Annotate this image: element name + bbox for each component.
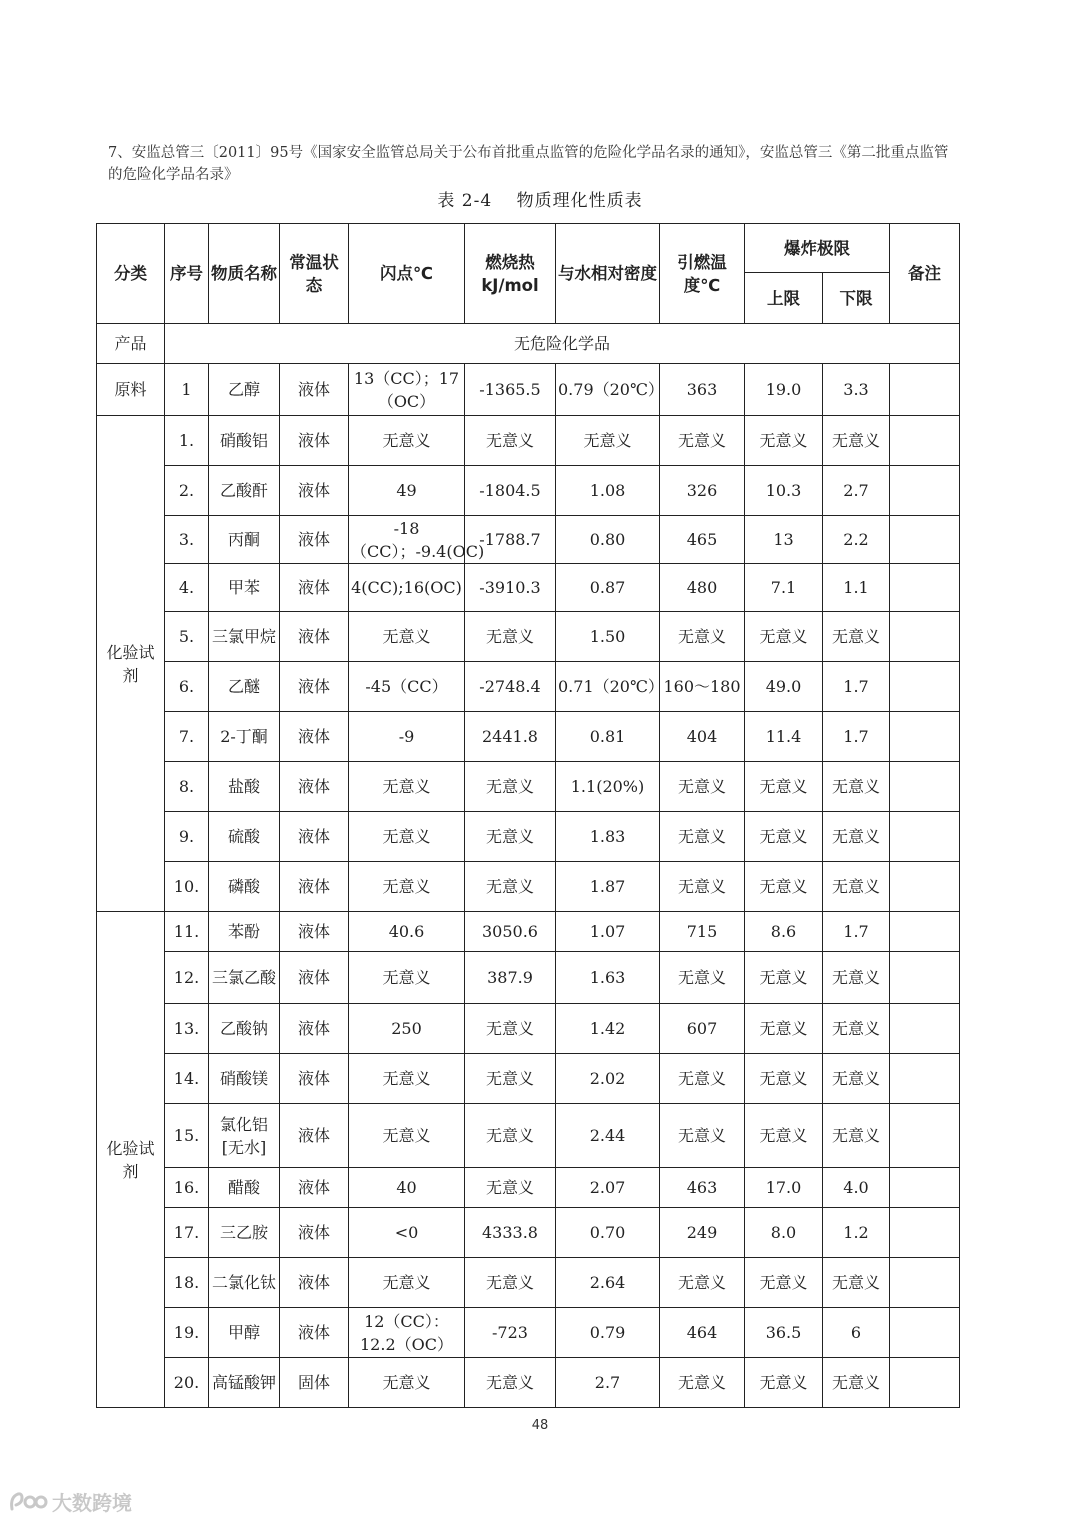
- cell-seq: 11.: [165, 912, 209, 952]
- cell-upper: 无意义: [745, 812, 823, 862]
- cell-note: [890, 952, 960, 1004]
- reagent-row: [97, 1258, 960, 1308]
- cell-flash: 40.6: [349, 912, 465, 952]
- cell-heat: 无意义: [465, 862, 556, 912]
- cell-note: [890, 516, 960, 564]
- header-note: 备注: [890, 224, 960, 324]
- cell-name: 氯化铝[无水]: [209, 1104, 280, 1168]
- cell-seq: 17.: [165, 1208, 209, 1258]
- reagent-row: [97, 1308, 960, 1358]
- cell-heat: -1365.5: [465, 364, 556, 416]
- header-category: 分类: [97, 224, 165, 324]
- cell-state: 液体: [280, 812, 349, 862]
- header-lower-limit: 下限: [823, 273, 890, 324]
- cell-heat: -3910.3: [465, 564, 556, 612]
- cell-upper: 无意义: [745, 1258, 823, 1308]
- cell-name: 甲苯: [209, 564, 280, 612]
- cell-density: 2.7: [556, 1358, 660, 1408]
- cell-upper: 8.6: [745, 912, 823, 952]
- header-combustion-heat: 燃烧热kJ/mol: [465, 224, 556, 324]
- cell-heat: 无意义: [465, 762, 556, 812]
- cell-seq: 15.: [165, 1104, 209, 1168]
- reagent-row: [97, 516, 960, 564]
- cell-upper: 7.1: [745, 564, 823, 612]
- cell-flash: 12（CC）：12.2（OC）: [349, 1308, 465, 1358]
- cell-state: 液体: [280, 1004, 349, 1054]
- cell-note: [890, 466, 960, 516]
- watermark: [8, 1487, 132, 1516]
- cell-name: 甲醇: [209, 1308, 280, 1358]
- cell-lower: 无意义: [823, 862, 890, 912]
- header-flash-point: 闪点℃: [349, 224, 465, 324]
- cell-ignition: 无意义: [660, 1258, 745, 1308]
- cell-note: [890, 1104, 960, 1168]
- cell-flash: 13（CC）；17（OC）: [349, 364, 465, 416]
- header-name: 物质名称: [209, 224, 280, 324]
- cell-density: 2.07: [556, 1168, 660, 1208]
- cell-seq: 3.: [165, 516, 209, 564]
- cell-upper: 13: [745, 516, 823, 564]
- cell-name: 醋酸: [209, 1168, 280, 1208]
- cell-upper: 无意义: [745, 1054, 823, 1104]
- cell-flash: 无意义: [349, 1358, 465, 1408]
- cell-state: 液体: [280, 416, 349, 466]
- cell-name: 盐酸: [209, 762, 280, 812]
- cell-flash: 无意义: [349, 416, 465, 466]
- cell-name: 硝酸镁: [209, 1054, 280, 1104]
- cell-heat: 无意义: [465, 1258, 556, 1308]
- cell-lower: 无意义: [823, 1104, 890, 1168]
- cell-state: 液体: [280, 862, 349, 912]
- cell-density: 1.50: [556, 612, 660, 662]
- cell-name: 二氯化钛: [209, 1258, 280, 1308]
- cell-state: 液体: [280, 1104, 349, 1168]
- cell-seq: 1.: [165, 416, 209, 466]
- intro-paragraph: 7、安监总管三〔2011〕95号《国家安全监管总局关于公布首批重点监管的危险化学品名录的通知》，安监总管三《第二批重点监管的危险化学品名录》: [108, 145, 949, 183]
- cell-state: 液体: [280, 612, 349, 662]
- cell-note: [890, 612, 960, 662]
- cell-note: [890, 862, 960, 912]
- cell-lower: 3.3: [823, 364, 890, 416]
- cell-density: 1.83: [556, 812, 660, 862]
- cell-density: 1.87: [556, 862, 660, 912]
- cell-flash: 无意义: [349, 762, 465, 812]
- header-density: 与水相对密度: [556, 224, 660, 324]
- cell-lower: 无意义: [823, 1004, 890, 1054]
- reagent-row: [97, 416, 960, 466]
- reagent-category-1: 化验试剂: [97, 416, 165, 912]
- cell-density: 0.79（20℃）: [556, 364, 660, 416]
- cell-seq: 12.: [165, 952, 209, 1004]
- cell-heat: 无意义: [465, 1358, 556, 1408]
- table-title: 表 2-4 物质理化性质表: [437, 191, 643, 211]
- cell-flash: 无意义: [349, 862, 465, 912]
- cell-ignition: 249: [660, 1208, 745, 1258]
- cell-ignition: 464: [660, 1308, 745, 1358]
- cell-lower: 1.7: [823, 912, 890, 952]
- cell-flash: 无意义: [349, 952, 465, 1004]
- cell-upper: 8.0: [745, 1208, 823, 1258]
- cell-seq: 18.: [165, 1258, 209, 1308]
- cell-name: 三乙胺: [209, 1208, 280, 1258]
- cell-seq: 4.: [165, 564, 209, 612]
- cell-lower: 无意义: [823, 416, 890, 466]
- cell-density: 1.08: [556, 466, 660, 516]
- cell-note: [890, 1168, 960, 1208]
- cell-upper: 无意义: [745, 612, 823, 662]
- cell-lower: 无意义: [823, 952, 890, 1004]
- cell-heat: 无意义: [465, 1004, 556, 1054]
- cell-seq: 16.: [165, 1168, 209, 1208]
- cell-name: 丙酮: [209, 516, 280, 564]
- cell-heat: 387.9: [465, 952, 556, 1004]
- cell-ignition: 无意义: [660, 862, 745, 912]
- page-number: 48: [531, 1418, 549, 1433]
- reagent-row: [97, 662, 960, 712]
- reagent-row: [97, 762, 960, 812]
- cell-seq: 19.: [165, 1308, 209, 1358]
- reagent-row: [97, 1004, 960, 1054]
- cell-ignition: 160～180: [660, 662, 745, 712]
- header-upper-limit: 上限: [745, 273, 823, 324]
- cell-seq: 9.: [165, 812, 209, 862]
- cell-ignition: 404: [660, 712, 745, 762]
- cell-ignition: 480: [660, 564, 745, 612]
- cell-heat: 3050.6: [465, 912, 556, 952]
- cell-density: 1.63: [556, 952, 660, 1004]
- cell-name: 乙酸钠: [209, 1004, 280, 1054]
- cell-state: 液体: [280, 952, 349, 1004]
- cell-state: 液体: [280, 1168, 349, 1208]
- cell-upper: 10.3: [745, 466, 823, 516]
- raw-material-row: [97, 364, 960, 416]
- cell-upper: 无意义: [745, 416, 823, 466]
- reagent-category-2: 化验试剂: [97, 912, 165, 1408]
- cell-heat: 无意义: [465, 812, 556, 862]
- cell-upper: 17.0: [745, 1168, 823, 1208]
- reagent-row: [97, 1168, 960, 1208]
- cell-state: 液体: [280, 1258, 349, 1308]
- cell-density: 2.64: [556, 1258, 660, 1308]
- reagent-row: [97, 862, 960, 912]
- cell-lower: 无意义: [823, 612, 890, 662]
- cell-flash: -18（CC）；-9.4(OC): [349, 516, 465, 564]
- product-row: [97, 324, 960, 364]
- cell-lower: 无意义: [823, 1358, 890, 1408]
- reagent-row: [97, 952, 960, 1004]
- cell-density: 0.81: [556, 712, 660, 762]
- reagent-row: [97, 812, 960, 862]
- cell-density: 0.87: [556, 564, 660, 612]
- cell-flash: 无意义: [349, 1054, 465, 1104]
- cell-name: 高锰酸钾: [209, 1358, 280, 1408]
- cell-heat: -1788.7: [465, 516, 556, 564]
- cell-ignition: 363: [660, 364, 745, 416]
- cell-name: 三氯甲烷: [209, 612, 280, 662]
- cell-lower: 无意义: [823, 812, 890, 862]
- cell-flash: 无意义: [349, 1104, 465, 1168]
- cell-lower: 无意义: [823, 762, 890, 812]
- cell-upper: 无意义: [745, 1358, 823, 1408]
- cell-density: 1.1(20%): [556, 762, 660, 812]
- cell-state: 液体: [280, 516, 349, 564]
- reagent-row: [97, 1208, 960, 1258]
- cell-ignition: 无意义: [660, 1358, 745, 1408]
- cell-seq: 10.: [165, 862, 209, 912]
- cell-seq: 5.: [165, 612, 209, 662]
- cell-seq: 8.: [165, 762, 209, 812]
- cell-seq: 7.: [165, 712, 209, 762]
- cell-heat: -2748.4: [465, 662, 556, 712]
- cell-name: 乙酸酐: [209, 466, 280, 516]
- cell-ignition: 326: [660, 466, 745, 516]
- cell-density: 无意义: [556, 416, 660, 466]
- cell-ignition: 无意义: [660, 612, 745, 662]
- cell-seq: 13.: [165, 1004, 209, 1054]
- cell-heat: 4333.8: [465, 1208, 556, 1258]
- cell-density: 0.79: [556, 1308, 660, 1358]
- cell-heat: 2441.8: [465, 712, 556, 762]
- cell-lower: 1.1: [823, 564, 890, 612]
- cell-flash: -9: [349, 712, 465, 762]
- cell-note: [890, 1358, 960, 1408]
- reagent-row: [97, 1104, 960, 1168]
- watermark-text: 大数跨境: [52, 1491, 132, 1515]
- cell-ignition: 无意义: [660, 1054, 745, 1104]
- cell-lower: 1.7: [823, 662, 890, 712]
- cell-seq: 1: [165, 364, 209, 416]
- product-text: 无危险化学品: [165, 324, 960, 364]
- cell-flash: 40: [349, 1168, 465, 1208]
- cell-note: [890, 762, 960, 812]
- cell-note: [890, 364, 960, 416]
- reagent-row: [97, 564, 960, 612]
- cell-seq: 20.: [165, 1358, 209, 1408]
- cell-upper: 无意义: [745, 1104, 823, 1168]
- cell-lower: 无意义: [823, 1054, 890, 1104]
- cell-state: 液体: [280, 564, 349, 612]
- cell-heat: 无意义: [465, 1168, 556, 1208]
- cell-state: 液体: [280, 1054, 349, 1104]
- reagent-row: [97, 712, 960, 762]
- cell-name: 硝酸铝: [209, 416, 280, 466]
- raw-material-category: 原料: [97, 364, 165, 416]
- cell-ignition: 463: [660, 1168, 745, 1208]
- cell-lower: 2.2: [823, 516, 890, 564]
- cell-flash: 无意义: [349, 612, 465, 662]
- cell-upper: 无意义: [745, 952, 823, 1004]
- cell-state: 液体: [280, 364, 349, 416]
- cell-state: 液体: [280, 1208, 349, 1258]
- header-seq: 序号: [165, 224, 209, 324]
- cell-note: [890, 662, 960, 712]
- cell-note: [890, 1308, 960, 1358]
- cell-density: 2.44: [556, 1104, 660, 1168]
- cell-name: 硫酸: [209, 812, 280, 862]
- watermark-logo-icon: [8, 1489, 48, 1515]
- cell-note: [890, 912, 960, 952]
- cell-flash: -45（CC）: [349, 662, 465, 712]
- cell-note: [890, 1004, 960, 1054]
- cell-flash: <0: [349, 1208, 465, 1258]
- cell-ignition: 465: [660, 516, 745, 564]
- cell-upper: 49.0: [745, 662, 823, 712]
- cell-ignition: 无意义: [660, 416, 745, 466]
- cell-upper: 11.4: [745, 712, 823, 762]
- cell-upper: 36.5: [745, 1308, 823, 1358]
- cell-flash: 250: [349, 1004, 465, 1054]
- cell-lower: 无意义: [823, 1258, 890, 1308]
- cell-density: 0.80: [556, 516, 660, 564]
- cell-heat: -723: [465, 1308, 556, 1358]
- cell-flash: 49: [349, 466, 465, 516]
- cell-flash: 无意义: [349, 812, 465, 862]
- cell-state: 液体: [280, 912, 349, 952]
- header-ignition-temp: 引燃温度℃: [660, 224, 745, 324]
- cell-seq: 2.: [165, 466, 209, 516]
- reagent-row: [97, 1358, 960, 1408]
- cell-seq: 6.: [165, 662, 209, 712]
- cell-ignition: 无意义: [660, 812, 745, 862]
- reagent-row: [97, 612, 960, 662]
- cell-note: [890, 1208, 960, 1258]
- cell-upper: 无意义: [745, 762, 823, 812]
- cell-name: 三氯乙酸: [209, 952, 280, 1004]
- cell-density: 0.70: [556, 1208, 660, 1258]
- cell-upper: 无意义: [745, 1004, 823, 1054]
- cell-note: [890, 564, 960, 612]
- cell-density: 2.02: [556, 1054, 660, 1104]
- cell-heat: -1804.5: [465, 466, 556, 516]
- cell-state: 液体: [280, 1308, 349, 1358]
- cell-lower: 6: [823, 1308, 890, 1358]
- cell-ignition: 无意义: [660, 1104, 745, 1168]
- cell-heat: 无意义: [465, 1104, 556, 1168]
- cell-upper: 19.0: [745, 364, 823, 416]
- cell-name: 乙醚: [209, 662, 280, 712]
- cell-state: 液体: [280, 466, 349, 516]
- reagent-row: [97, 912, 960, 952]
- cell-ignition: 无意义: [660, 762, 745, 812]
- cell-seq: 14.: [165, 1054, 209, 1104]
- cell-state: 液体: [280, 712, 349, 762]
- cell-note: [890, 812, 960, 862]
- cell-heat: 无意义: [465, 1054, 556, 1104]
- cell-name: 磷酸: [209, 862, 280, 912]
- cell-note: [890, 1258, 960, 1308]
- cell-lower: 1.2: [823, 1208, 890, 1258]
- cell-note: [890, 416, 960, 466]
- cell-density: 0.71（20℃）: [556, 662, 660, 712]
- cell-name: 苯酚: [209, 912, 280, 952]
- cell-ignition: 607: [660, 1004, 745, 1054]
- cell-state: 固体: [280, 1358, 349, 1408]
- header-state: 常温状态: [280, 224, 349, 324]
- cell-state: 液体: [280, 762, 349, 812]
- header-explosion-limit: 爆炸极限: [745, 224, 890, 273]
- reagent-row: [97, 466, 960, 516]
- cell-name: 2-丁酮: [209, 712, 280, 762]
- cell-lower: 4.0: [823, 1168, 890, 1208]
- cell-ignition: 715: [660, 912, 745, 952]
- cell-lower: 2.7: [823, 466, 890, 516]
- cell-name: 乙醇: [209, 364, 280, 416]
- cell-ignition: 无意义: [660, 952, 745, 1004]
- cell-flash: 4(CC);16(OC): [349, 564, 465, 612]
- cell-note: [890, 1054, 960, 1104]
- cell-density: 1.07: [556, 912, 660, 952]
- cell-heat: 无意义: [465, 416, 556, 466]
- cell-state: 液体: [280, 662, 349, 712]
- cell-upper: 无意义: [745, 862, 823, 912]
- reagent-row: [97, 1054, 960, 1104]
- product-category: 产品: [97, 324, 165, 364]
- property-table: [96, 223, 960, 1408]
- cell-flash: 无意义: [349, 1258, 465, 1308]
- cell-lower: 1.7: [823, 712, 890, 762]
- cell-note: [890, 712, 960, 762]
- cell-density: 1.42: [556, 1004, 660, 1054]
- cell-heat: 无意义: [465, 612, 556, 662]
